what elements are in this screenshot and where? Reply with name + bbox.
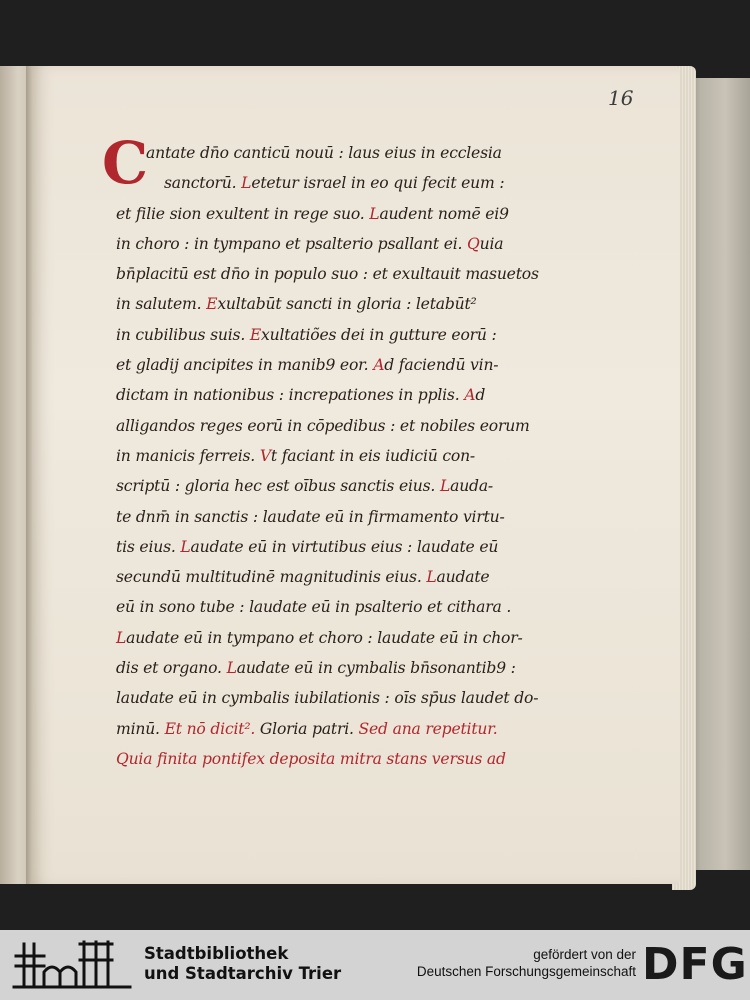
body-text: uia (479, 234, 504, 253)
rubric-text: A (373, 356, 385, 375)
rubric-text: A (464, 386, 476, 405)
body-text: dis et organo. (116, 659, 227, 678)
manuscript-line (116, 289, 586, 319)
rubric-text: E (249, 325, 262, 344)
manuscript-line (116, 441, 586, 471)
body-text: xultabūt sancti in gloria : letabūt² (217, 295, 477, 314)
manuscript-line (116, 562, 586, 592)
body-text: in manicis ferreis. (116, 446, 260, 465)
body-text: et gladij ancipites in manib9 eor. (116, 356, 374, 375)
footer-bar (0, 930, 750, 1000)
institution-line-2: und Stadtarchiv Trier (144, 964, 342, 983)
rubric-text: L (426, 568, 437, 587)
book-cover-edge (688, 78, 750, 870)
body-text: d (475, 386, 486, 405)
manuscript-line (116, 138, 586, 168)
manuscript-line (116, 259, 586, 289)
body-text: etetur israel in eo qui fecit eum : (251, 174, 505, 193)
rubric-text: L (369, 204, 380, 223)
rubric-text: L (226, 659, 237, 678)
manuscript-line (116, 199, 586, 229)
manuscript-line (116, 502, 586, 532)
body-text: laudate eū in cymbalis iubilationis : oīs sp̄us laudet do- (116, 689, 539, 708)
manuscript-line (116, 229, 586, 259)
manuscript-text (102, 129, 586, 774)
body-text: in cubilibus suis. (116, 325, 250, 344)
body-text: antate dn̄o canticū nouū : laus eius in ecclesia (146, 144, 502, 162)
body-text: audate eū in tympano et choro : laudate eū in chor- (126, 628, 523, 647)
body-text: bn̄placitū est dn̄o in populo suo : et exultauit masuetos (116, 265, 539, 284)
institution-line-1: Stadtbibliothek (144, 944, 289, 963)
body-text: scriptū : gloria hec est oībus sanctis eius. (116, 477, 440, 496)
funding-line-1: gefördert von der (533, 947, 636, 962)
body-text: t faciant in eis iudiciū con- (270, 446, 475, 465)
folio-number: 16 (608, 86, 634, 110)
body-text: tis eius. (116, 537, 181, 556)
body-text: alligandos reges eorū in cōpedibus : et nobiles eorum (116, 416, 530, 435)
body-text: audate eū in cymbalis bn̄sonantib9 : (236, 659, 516, 678)
decorated-initial: C (102, 129, 149, 197)
manuscript-line (116, 168, 586, 198)
body-text: secundū multitudinē magnitudinis eius. (116, 568, 427, 587)
manuscript-line (116, 653, 586, 683)
manuscript-line (116, 592, 586, 622)
rubric-text: E (206, 295, 218, 314)
body-text: Gloria patri. (259, 719, 359, 738)
body-text: audate (436, 568, 490, 587)
body-text: d faciendū vin- (384, 356, 499, 375)
body-text: audate eū in virtutibus eius : laudate eū (190, 537, 499, 556)
rubric-text: Et nō dicit². (164, 719, 260, 738)
rubric-text: L (116, 628, 127, 647)
rubric-text: V (259, 446, 271, 465)
manuscript-line (116, 471, 586, 501)
body-text: minū. (116, 719, 165, 738)
manuscript-line (116, 744, 586, 774)
manuscript-line (116, 623, 586, 653)
manuscript-line (116, 532, 586, 562)
institution-name (144, 944, 341, 984)
body-text: auda- (450, 477, 493, 496)
body-text: sanctorū. (164, 174, 242, 193)
body-text: audent nomē ei9 (379, 204, 509, 223)
manuscript-line (116, 350, 586, 380)
manuscript-line (116, 411, 586, 441)
manuscript-line (116, 683, 586, 713)
rubric-text: L (180, 537, 191, 556)
body-text: in choro : in tympano et psalterio psallant ei. (116, 234, 468, 253)
rubric-text: Quia finita pontifex deposita mitra stans versus ad (116, 749, 506, 768)
funding-line-2: Deutschen Forschungsgemeinschaft (416, 964, 636, 979)
body-text: eū in sono tube : laudate eū in psalterio et cithara . (116, 598, 512, 617)
body-text: dictam in nationibus : increpationes in pplis. (116, 386, 465, 405)
dfg-logo: DFG (642, 939, 748, 990)
manuscript-line (116, 714, 586, 744)
body-text: te dnm̄ in sanctis : laudate eū in firmamento virtu- (116, 507, 505, 526)
manuscript-line (116, 320, 586, 350)
stadtbibliothek-logo-icon (10, 936, 132, 992)
body-text: et filie sion exultent in rege suo. (116, 204, 370, 223)
body-text: xultatiões dei in gutture eorū : (261, 325, 497, 344)
body-text: in salutem. (116, 295, 207, 314)
funding-note (417, 946, 636, 980)
rubric-text: L (241, 174, 252, 193)
rubric-text: Sed ana repetitur. (358, 719, 498, 738)
rubric-text: Q (467, 234, 480, 253)
manuscript-line (116, 380, 586, 410)
rubric-text: L (439, 477, 451, 496)
